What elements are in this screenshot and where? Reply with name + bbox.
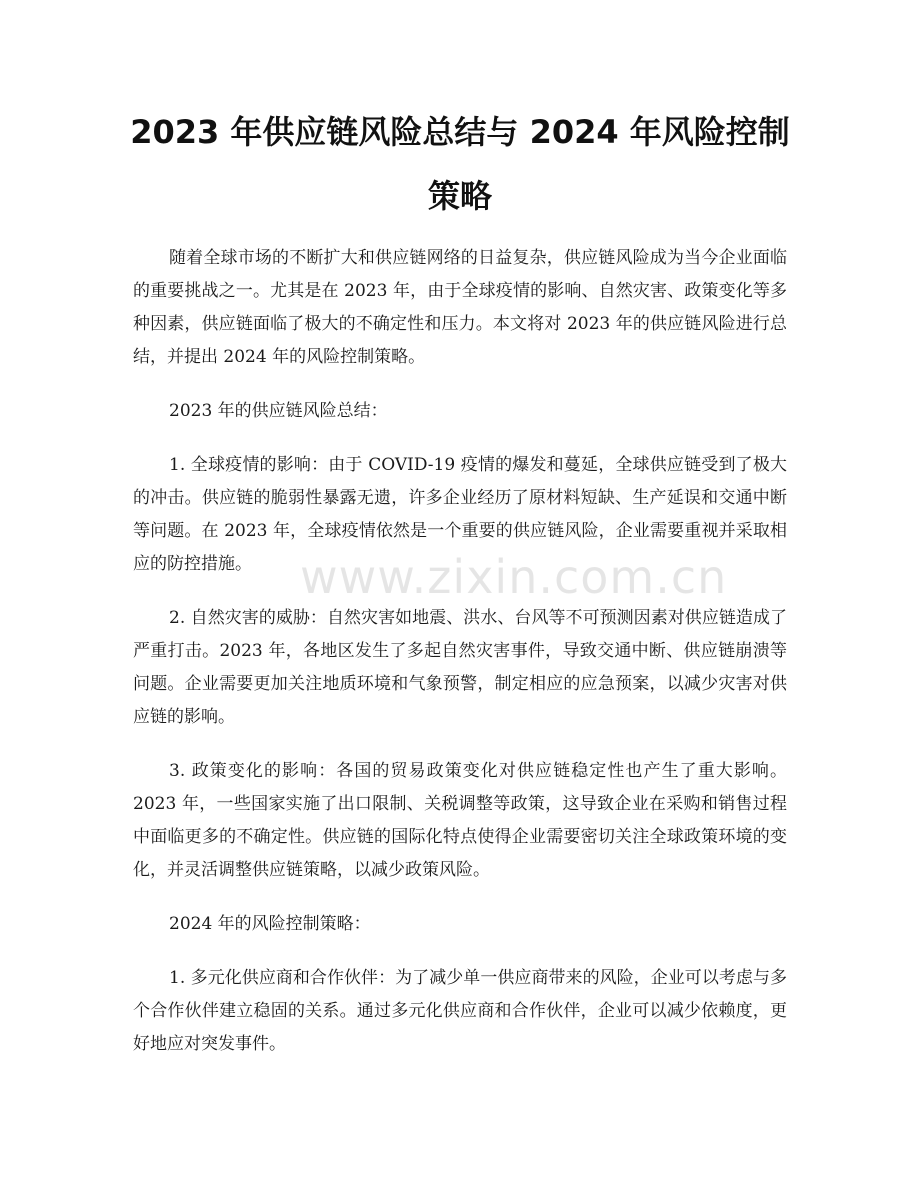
paragraph-policy-changes: 3. 政策变化的影响：各国的贸易政策变化对供应链稳定性也产生了重大影响。2023 年，一些国家实施了出口限制、关税调整等政策，这导致企业在采购和销售过程中面临更多的不确定性。供应链的国际化特点使得企业需要密切关注全球政策环境的变化，并灵活调整供应链策略，以减少政策风险。: [133, 761, 787, 880]
section-heading-2023-summary: 2023 年的供应链风险总结：: [169, 401, 388, 421]
watermark: www.zixin.com.cn: [300, 550, 728, 604]
document-body: [133, 242, 787, 1082]
section-heading-2024-strategy: 2024 年的风险控制策略：: [169, 914, 371, 934]
paragraph-intro: 随着全球市场的不断扩大和供应链网络的日益复杂，供应链风险成为当今企业面临的重要挑战之一。尤其是在 2023 年，由于全球疫情的影响、自然灾害、政策变化等多种因素，供应链面临了极大的不确定性和压力。本文将对 2023 年的供应链风险进行总结，并提出 2024 年的风险控制策略。: [133, 248, 787, 367]
paragraph-natural-disasters: 2. 自然灾害的威胁：自然灾害如地震、洪水、台风等不可预测因素对供应链造成了严重打击。2023 年，各地区发生了多起自然灾害事件，导致交通中断、供应链崩溃等问题。企业需要更加关注地质环境和气象预警，制定相应的应急预案，以减少灾害对供应链的影响。: [133, 608, 787, 727]
paragraph-pandemic: 1. 全球疫情的影响：由于 COVID-19 疫情的爆发和蔓延，全球供应链受到了极大的冲击。供应链的脆弱性暴露无遗，许多企业经历了原材料短缺、生产延误和交通中断等问题。在 2023 年，全球疫情依然是一个重要的供应链风险，企业需要重视并采取相应的防控措施。: [133, 455, 787, 574]
document-title: 2023 年供应链风险总结与 2024 年风险控制策略: [130, 113, 790, 215]
paragraph-diversified-suppliers: 1. 多元化供应商和合作伙伴：为了减少单一供应商带来的风险，企业可以考虑与多个合作伙伴建立稳固的关系。通过多元化供应商和合作伙伴，企业可以减少依赖度，更好地应对突发事件。: [133, 968, 787, 1054]
